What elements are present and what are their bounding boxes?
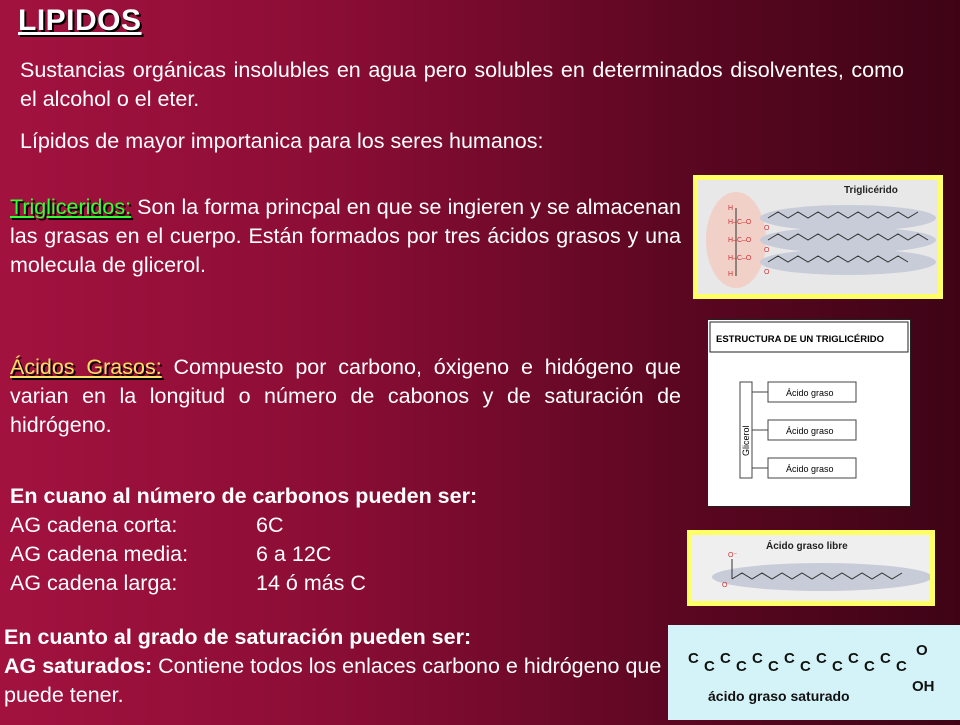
carbonos-section bbox=[10, 482, 681, 598]
carbonos-row bbox=[10, 569, 681, 598]
triglyceride-title: Triglicérido bbox=[844, 185, 898, 196]
carbonos-row bbox=[10, 540, 681, 569]
svg-text:H: H bbox=[728, 205, 734, 212]
carbonos-row-key: AG cadena larga: bbox=[10, 571, 178, 595]
saturacion-text-block bbox=[4, 652, 664, 710]
carbonos-row-key: AG cadena corta: bbox=[10, 513, 178, 537]
svg-text:C: C bbox=[832, 658, 843, 675]
svg-text:H: H bbox=[728, 271, 734, 278]
structure-figure bbox=[707, 319, 911, 507]
svg-text:O⁻: O⁻ bbox=[728, 552, 738, 559]
svg-text:C: C bbox=[864, 658, 875, 675]
glycerol-label: Glicerol bbox=[741, 425, 751, 456]
svg-text:H–C–O: H–C–O bbox=[728, 237, 752, 244]
svg-text:C: C bbox=[688, 650, 699, 667]
intro-paragraph: Sustancias orgánicas insolubles en agua pero solubles en determinados disolventes, como el alcohol o el eter. bbox=[20, 58, 904, 111]
saturated-fatty-acid-figure bbox=[668, 625, 960, 720]
saturated-fatty-acid-diagram bbox=[668, 625, 960, 720]
free-fatty-acid-figure bbox=[687, 530, 935, 606]
saturacion-text: Contiene todos los enlaces carbono e hidrógeno que puede tener. bbox=[4, 654, 662, 707]
svg-text:C: C bbox=[880, 650, 891, 667]
page-title: LIPIDOS bbox=[18, 4, 142, 37]
svg-text:H–C–O: H–C–O bbox=[728, 255, 752, 262]
svg-text:C: C bbox=[800, 658, 811, 675]
lead-text: Lípidos de mayor importanica para los seres humanos: bbox=[20, 129, 544, 153]
svg-text:C: C bbox=[848, 650, 859, 667]
svg-text:O: O bbox=[916, 642, 928, 659]
svg-text:OH: OH bbox=[912, 678, 935, 695]
svg-text:C: C bbox=[816, 650, 827, 667]
svg-text:C: C bbox=[752, 650, 763, 667]
svg-text:H–C–O: H–C–O bbox=[728, 219, 752, 226]
carbonos-row-value: 6 a 12C bbox=[256, 542, 332, 566]
fatty-acid-box: Ácido graso bbox=[786, 426, 834, 436]
carbonos-row bbox=[10, 511, 681, 540]
trigliceridos-paragraph bbox=[10, 193, 681, 280]
fatty-acid-box: Ácido graso bbox=[786, 388, 834, 398]
free-fatty-acid-diagram bbox=[692, 535, 930, 601]
carbonos-heading: En cuano al número de carbonos pueden ser: bbox=[10, 484, 478, 508]
trigliceridos-text: Son la forma princpal en que se ingieren y se almacenan las grasas en el cuerpo. Están formados por tres ácidos grasos y una molecula de glicerol. bbox=[10, 195, 681, 277]
fatty-acid-box: Ácido graso bbox=[786, 464, 834, 474]
carbonos-row-value: 6C bbox=[256, 513, 284, 537]
svg-text:C: C bbox=[896, 658, 907, 675]
trigliceridos-label: Trigliceridos: bbox=[10, 195, 132, 219]
structure-diagram bbox=[708, 320, 910, 506]
saturacion-label: AG saturados: bbox=[4, 654, 153, 678]
triglyceride-diagram bbox=[698, 180, 938, 294]
svg-text:C: C bbox=[768, 658, 779, 675]
svg-text:O: O bbox=[764, 225, 770, 232]
svg-text:C: C bbox=[720, 650, 731, 667]
saturated-caption: ácido graso saturado bbox=[708, 688, 850, 704]
svg-text:C: C bbox=[736, 658, 747, 675]
free-fatty-acid-title: Ácido graso libre bbox=[766, 541, 848, 552]
svg-text:O: O bbox=[722, 582, 728, 589]
structure-title: ESTRUCTURA DE UN TRIGLICÉRIDO bbox=[716, 334, 885, 345]
carbonos-row-key: AG cadena media: bbox=[10, 542, 189, 566]
svg-text:O: O bbox=[764, 247, 770, 254]
svg-text:O: O bbox=[764, 269, 770, 276]
saturacion-heading: En cuanto al grado de saturación pueden ser: bbox=[4, 625, 472, 649]
triglyceride-figure bbox=[693, 175, 943, 299]
carbonos-row-value: 14 ó más C bbox=[256, 571, 366, 595]
acidos-text: Compuesto por carbono, óxigeno e hidógeno que varian en la longitud o número de cabonos y de saturación de hidrógeno. bbox=[10, 355, 682, 437]
svg-text:C: C bbox=[784, 650, 795, 667]
acidos-paragraph bbox=[10, 353, 681, 440]
saturacion-section bbox=[4, 623, 664, 710]
acidos-label: Ácidos Grasos: bbox=[10, 355, 162, 379]
svg-text:C: C bbox=[704, 658, 715, 675]
